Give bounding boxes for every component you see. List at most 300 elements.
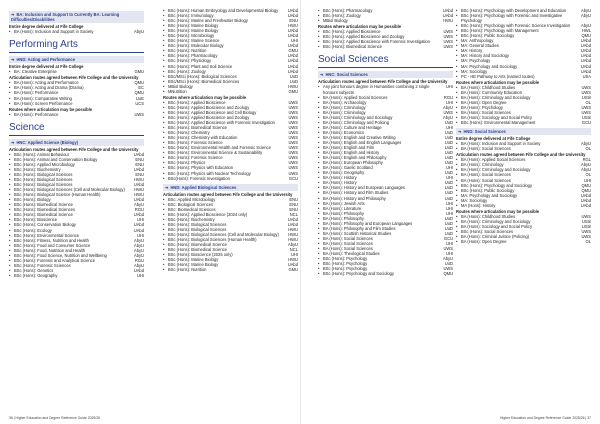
course-name: MA: Sociology xyxy=(461,197,488,203)
route-heading: Entire degree delivered at Fife College xyxy=(9,64,84,70)
bullet-icon: • xyxy=(163,226,165,232)
course-name: BSc (Hons): Zoology xyxy=(168,68,206,74)
university-code: UWS xyxy=(288,125,298,131)
bullet-icon: • xyxy=(318,256,320,262)
bullet-icon: • xyxy=(9,171,11,177)
university-code: NCL xyxy=(289,247,298,253)
university-code: UoD xyxy=(444,215,453,221)
route-heading: Routes where articulation may be possible xyxy=(318,24,402,30)
course-name: BA (Hons): Applied Social Sciences xyxy=(323,94,388,100)
bullet-icon: • xyxy=(318,104,320,110)
section-header-text: HND: Social Sciences xyxy=(463,129,506,135)
university-code: ENU xyxy=(289,206,298,212)
course-name: BSc (Hons): Immunology xyxy=(168,13,214,19)
university-code: AbyU xyxy=(133,237,144,243)
university-code: UoD xyxy=(444,190,453,196)
university-code: UHI xyxy=(445,99,453,105)
bullet-icon: • xyxy=(318,235,320,241)
university-code: UHI xyxy=(445,175,453,181)
bullet-icon: • xyxy=(456,182,458,188)
course-name: BSc (Hons): Social Sciences xyxy=(461,228,514,234)
course-item xyxy=(9,69,144,74)
university-code: HWU xyxy=(288,23,298,29)
section-header-text: HND: Acting and Performance xyxy=(16,57,75,63)
university-code: GMU xyxy=(134,69,144,75)
university-code: AbyU xyxy=(287,242,298,248)
bullet-icon: • xyxy=(456,38,458,44)
bullet-icon: • xyxy=(9,222,11,228)
course-name: BSc (Hons): Forensic Science xyxy=(168,140,223,146)
bullet-icon: • xyxy=(456,63,458,69)
course-item xyxy=(163,176,298,181)
course-name: BA (Hons): Open Degree xyxy=(461,99,507,105)
course-item xyxy=(9,101,144,106)
arrow-icon: ➔ xyxy=(11,139,15,145)
university-code: UHI xyxy=(583,177,591,183)
university-code: UWS xyxy=(581,228,591,234)
bullet-icon: • xyxy=(9,29,11,35)
bullet-icon: • xyxy=(9,166,11,172)
bullet-icon: • xyxy=(9,90,11,96)
university-code: QMU xyxy=(581,33,591,39)
university-code: QMU xyxy=(134,80,144,86)
bullet-icon: • xyxy=(163,68,165,74)
university-code: UoD xyxy=(444,160,453,166)
university-code: UWS xyxy=(288,114,298,120)
university-code: UAbd xyxy=(287,13,298,19)
course-item xyxy=(163,267,298,272)
course-name: BA (Hons): Acting and Performance xyxy=(14,80,79,86)
bullet-icon: • xyxy=(318,266,320,272)
university-code: ENU xyxy=(289,201,298,207)
university-code: UoD xyxy=(444,261,453,267)
bullet-icon: • xyxy=(318,271,320,277)
university-code: UWS xyxy=(288,104,298,110)
course-name: BA (Hons): Performance xyxy=(14,111,59,117)
bullet-icon: • xyxy=(318,185,320,191)
bullet-icon: • xyxy=(9,217,11,223)
course-name: BSc (Hons): Pharmacology xyxy=(323,8,373,13)
course-name: BA (Hons): Criminology and Sociology xyxy=(461,218,531,224)
course-name: BA (Hons): Criminology xyxy=(323,104,366,110)
bullet-icon: • xyxy=(456,8,458,13)
course-name: BSc (Hons): Applied Bioscience and Cell Biology xyxy=(168,109,257,115)
university-code: UHI xyxy=(290,252,298,258)
university-code: UAbd xyxy=(287,63,298,69)
arrow-icon: ➔ xyxy=(320,72,324,78)
bullet-icon: • xyxy=(163,88,165,94)
university-code: GMU xyxy=(288,267,298,273)
bullet-icon: • xyxy=(163,221,165,227)
university-code: QMU xyxy=(581,182,591,188)
course-name: BSc (Hons): Applied Bioscience and Zoology xyxy=(323,34,405,40)
university-code: UWS xyxy=(288,145,298,151)
university-code: UAbd xyxy=(580,43,591,49)
bullet-icon: • xyxy=(318,44,320,50)
bullet-icon: • xyxy=(456,228,458,234)
route-heading: Articulation routes agreed between Fife College and the University xyxy=(9,146,139,152)
course-name: MA: Sociology xyxy=(461,68,488,74)
bullet-icon: • xyxy=(456,162,458,168)
bullet-icon: • xyxy=(163,252,165,258)
course-name: BA (Hons): European Philosophy xyxy=(323,160,383,166)
university-code: UHI xyxy=(445,205,453,211)
course-name: BA (Hons): Culture and Heritage xyxy=(323,124,382,130)
university-code: UHI xyxy=(445,240,453,246)
course-name: BSc (Hons): Psychology xyxy=(323,261,368,267)
university-code: AbyU xyxy=(133,242,144,248)
course-name: BSc (Hons): Biological Sciences xyxy=(14,171,73,177)
course-name: BSc (Hons): Environmental Science & Sustainability xyxy=(168,150,263,156)
university-code: UStir xyxy=(581,94,591,100)
university-code: UoD xyxy=(444,129,453,135)
bullet-icon: • xyxy=(318,230,320,236)
course-name: BSc (Hons): Food and Consumer Science xyxy=(14,242,91,248)
bullet-icon: • xyxy=(9,247,11,253)
bullet-icon: • xyxy=(318,34,320,40)
course-name: BSc (Hons): Biochemistry xyxy=(14,166,61,172)
course-name: BSc (Hons): Biomedical Science xyxy=(168,125,227,131)
bullet-icon: • xyxy=(456,104,458,110)
university-code: UoD xyxy=(444,195,453,201)
course-name: BA (Hons): English and Creative Writing xyxy=(323,134,396,140)
course-name: BSc (Hons): Plant and Soil Science xyxy=(168,63,233,69)
course-name: BSc (Hons): Genetics xyxy=(14,267,54,273)
bullet-icon: • xyxy=(456,33,458,39)
bullet-icon: • xyxy=(456,53,458,59)
bullet-icon: • xyxy=(456,114,458,120)
course-name: BSc (Hons): Applied Bioscience (2024 only) xyxy=(168,211,248,217)
university-code: GCU xyxy=(443,235,453,241)
bullet-icon: • xyxy=(318,210,320,216)
course-name: BSc (Hons): Psychology with Management xyxy=(461,28,539,34)
course-name: BSc (Hons): Physics with Nuclear Technology xyxy=(168,170,251,176)
bullet-icon: • xyxy=(456,120,458,126)
bullet-icon: • xyxy=(163,150,165,156)
bullet-icon: • xyxy=(456,187,458,193)
bullet-icon: • xyxy=(318,150,320,156)
bullet-icon: • xyxy=(318,119,320,125)
university-code: AbyU xyxy=(442,104,453,110)
university-code: UAbd xyxy=(287,216,298,222)
bullet-icon: • xyxy=(456,68,458,74)
course-name: BSc (Hons): Physics xyxy=(168,160,206,166)
university-code: AbyU xyxy=(580,141,591,147)
course-name: BSc (Hons): Environmental Health and Forensic Science xyxy=(168,145,271,151)
course-name: BSc (Hons): Animal and Conservation Biology xyxy=(14,156,98,162)
course-name: BSc (Hons): Environmental Management xyxy=(461,120,536,126)
course-name: BSc (Hons): Conservation Biology xyxy=(14,222,76,228)
university-code: AbyU xyxy=(133,252,144,258)
bullet-icon: • xyxy=(318,200,320,206)
course-name: MA: Anthropology xyxy=(461,38,494,44)
course-name: BSc (Hons): Environmental Science xyxy=(14,232,80,238)
bullet-icon: • xyxy=(9,156,11,162)
course-name: BA (Hons): Geography xyxy=(323,170,365,176)
university-code: AbyU xyxy=(580,23,591,29)
university-code: UWS xyxy=(288,109,298,115)
course-item xyxy=(456,13,591,23)
bullet-icon: • xyxy=(163,201,165,207)
bullet-icon: • xyxy=(318,8,320,13)
course-name: BA: Creative Enterprise xyxy=(14,69,57,75)
university-code: UWS xyxy=(581,89,591,95)
course-name: BSc (Hons): Applied Microbiology xyxy=(14,161,75,167)
university-code: UHI xyxy=(136,272,144,278)
bullet-icon: • xyxy=(163,196,165,202)
bullet-icon: • xyxy=(9,192,11,198)
bullet-icon: • xyxy=(9,161,11,167)
course-name: BA (Hons): Social Sciences xyxy=(323,240,373,246)
course-name: BSc (Hons): Human Embryology and Developmental Biology xyxy=(168,8,279,13)
course-name: BSc (Hons): Bioscience xyxy=(14,217,58,223)
course-item xyxy=(318,18,453,23)
bullet-icon: • xyxy=(318,251,320,257)
university-code: UWS xyxy=(443,109,453,115)
bullet-icon: • xyxy=(9,212,11,218)
university-code: UHI xyxy=(136,217,144,223)
university-code: UWS xyxy=(443,29,453,35)
course-name: BA (Hons): Jewish Arts xyxy=(323,200,365,206)
course-name: BSc (Hons): Psychology xyxy=(323,266,368,272)
bullet-icon: • xyxy=(163,104,165,110)
bullet-icon: • xyxy=(9,267,11,273)
university-code: UWS xyxy=(443,245,453,251)
bullet-icon: • xyxy=(318,124,320,130)
university-code: HWU xyxy=(288,257,298,263)
university-code: AbyU xyxy=(580,13,591,19)
course-name: BSc (Hons): Biomedical Science xyxy=(14,202,73,208)
university-code: UAbd xyxy=(580,68,591,74)
university-code: UAbd xyxy=(287,68,298,74)
university-code: AbyU xyxy=(442,256,453,262)
course-name: BA (Hons): Scottish Historical Studies xyxy=(323,230,392,236)
bullet-icon: • xyxy=(163,18,165,24)
bullet-icon: • xyxy=(9,187,11,193)
university-code: OL xyxy=(585,99,591,105)
course-name: BA (Hons): Social Sciences xyxy=(323,245,373,251)
bullet-icon: • xyxy=(163,28,165,34)
course-item xyxy=(456,146,591,151)
course-name: BSc (Hons): Psychology and Sociology xyxy=(323,271,394,277)
course-name: BA (Hons): Economics xyxy=(323,129,364,135)
course-name: BA (Hons): Philosophy xyxy=(323,210,364,216)
university-code: UoD xyxy=(289,78,298,84)
bullet-icon: • xyxy=(9,262,11,268)
route-heading: Articulation routes agreed between Fife College and the University xyxy=(456,152,586,158)
university-code: OL xyxy=(585,239,591,245)
course-name: BA (Hons): Comparative Writing xyxy=(14,95,72,101)
bullet-icon: • xyxy=(163,145,165,151)
bullet-icon: • xyxy=(456,141,458,147)
column-1 xyxy=(9,8,144,278)
course-name: BSc (Hons): Biomedical Science xyxy=(168,247,227,253)
course-name: BA (Hons): History and European Languages xyxy=(323,185,405,191)
university-code: UAbd xyxy=(133,166,144,172)
university-code: UHI xyxy=(445,165,453,171)
course-name: BSc (Hons): Pharmacology xyxy=(168,53,218,59)
university-code: UWS xyxy=(288,140,298,146)
bullet-icon: • xyxy=(9,252,11,258)
bullet-icon: • xyxy=(318,155,320,161)
column-4 xyxy=(456,8,591,244)
bullet-icon: • xyxy=(456,94,458,100)
university-code: RGU xyxy=(443,94,453,100)
bullet-icon: • xyxy=(318,165,320,171)
university-code: AbyU xyxy=(580,8,591,13)
university-code: UStir xyxy=(581,223,591,229)
bullet-icon: • xyxy=(456,192,458,198)
bullet-icon: • xyxy=(456,218,458,224)
course-name: BSc (Hons): Biological Sciences xyxy=(168,221,227,227)
bullet-icon: • xyxy=(163,170,165,176)
course-name: Any joint honours degree in Humanities combining 2 single honours subjects xyxy=(323,84,430,95)
course-name: BSc (Hons): Chemistry xyxy=(168,130,210,136)
bullet-icon: • xyxy=(163,63,165,69)
bullet-icon: • xyxy=(163,232,165,238)
university-code: UWS xyxy=(288,120,298,126)
course-name: BSc (Hons): Marine Biology xyxy=(168,257,219,263)
university-code: UAbd xyxy=(442,13,453,19)
course-name: MA (Hons): History xyxy=(461,202,496,208)
course-name: BSc (Hons): Fitness, Nutrition and Health xyxy=(14,237,89,243)
bullet-icon: • xyxy=(318,160,320,166)
university-code: UAbd xyxy=(580,192,591,198)
bullet-icon: • xyxy=(9,85,11,91)
course-name: BSc (Hons): Applied Bioscience with Forensic Investigation xyxy=(323,39,430,45)
university-code: UoD xyxy=(289,73,298,79)
university-code: GMU xyxy=(288,88,298,94)
university-code: AbyU xyxy=(133,247,144,253)
bullet-icon: • xyxy=(163,99,165,105)
bullet-icon: • xyxy=(318,175,320,181)
bullet-icon: • xyxy=(163,237,165,243)
bullet-icon: • xyxy=(456,84,458,90)
university-code: UAbd xyxy=(580,63,591,69)
course-name: BA (Hons): Community Education xyxy=(461,89,522,95)
course-name: BSc (Hons): Applied Bioscience xyxy=(323,29,381,35)
subject-title: Performing Arts xyxy=(9,38,144,53)
bullet-icon: • xyxy=(318,29,320,35)
bullet-icon: • xyxy=(163,211,165,217)
bullet-icon: • xyxy=(163,73,165,79)
course-name: BSc (Hons): Physiology xyxy=(168,58,212,64)
course-name: BSc (Hons): Psychology and Sociology xyxy=(461,182,532,188)
bullet-icon: • xyxy=(9,242,11,248)
bullet-icon: • xyxy=(318,220,320,226)
university-code: GMU xyxy=(288,48,298,54)
course-name: BSc (Hons): Biomedical Sciences xyxy=(14,207,75,213)
university-code: USA xyxy=(582,73,591,79)
bullet-icon: • xyxy=(9,80,11,86)
course-name: BSc (Hons): Biochemistry xyxy=(168,216,215,222)
page-divider xyxy=(300,0,301,424)
university-code: AbyU xyxy=(133,202,144,208)
university-code: UHI xyxy=(445,210,453,216)
route-heading: Routes where articulation may be possible xyxy=(456,208,540,214)
section-header xyxy=(9,56,144,63)
column-3 xyxy=(318,8,453,276)
course-name: BA (Hons): Acting and Drama (Drama) xyxy=(14,85,84,91)
course-name: MA: Psychology and Sociology xyxy=(461,192,518,198)
bullet-icon: • xyxy=(163,155,165,161)
university-code: UAbd xyxy=(287,58,298,64)
university-code: AbyU xyxy=(442,114,453,120)
bullet-icon: • xyxy=(318,145,320,151)
course-name: BSc (Hons): Marine Biology xyxy=(168,262,219,268)
bullet-icon: • xyxy=(456,197,458,203)
bullet-icon: • xyxy=(318,261,320,267)
university-code: QMU xyxy=(443,271,453,277)
university-code: UAbd xyxy=(287,262,298,268)
university-code: UWS xyxy=(134,111,144,117)
bullet-icon: • xyxy=(9,177,11,183)
university-code: UoD xyxy=(444,145,453,151)
course-name: BA (Hons): Social Sciences xyxy=(461,109,511,115)
university-code: UAbd xyxy=(287,33,298,39)
bullet-icon: • xyxy=(456,58,458,64)
course-name: BA (Hons): English and English Languages xyxy=(323,139,402,145)
university-code: UWS xyxy=(581,104,591,110)
university-code: UoE xyxy=(136,95,144,101)
bullet-icon: • xyxy=(456,234,458,240)
arrow-icon: ➔ xyxy=(458,129,462,135)
university-code: OL xyxy=(585,146,591,152)
course-name: BA (Hons): Social Sciences xyxy=(461,172,511,178)
course-name: BSc (Hons): Applied Bioscience and Zoology xyxy=(168,104,250,110)
bullet-icon: • xyxy=(318,18,320,24)
course-name: BSc (Hons): Psychology with Development and Education xyxy=(461,8,567,13)
route-heading: Routes where articulation may be possible xyxy=(456,79,540,85)
course-name: BSc (Hons): Animal Behaviour xyxy=(14,151,70,157)
course-name: BSc (Hons): Microbiology xyxy=(168,33,215,39)
bullet-icon: • xyxy=(456,13,458,19)
university-code: HWU xyxy=(134,187,144,193)
course-name: BSc (Hons): Biological Sciences xyxy=(14,182,73,188)
bullet-icon: • xyxy=(9,197,11,203)
footer-right: Higher Education and Degree Reference Guide 2025/26 | 37 xyxy=(500,416,591,420)
route-heading: Articulation routes agreed between Fife College and the University xyxy=(9,75,139,81)
bullet-icon: • xyxy=(163,206,165,212)
university-code: EC xyxy=(138,85,144,91)
course-name: BA (Hons): Social Sciences xyxy=(461,146,511,152)
bullet-icon: • xyxy=(318,245,320,251)
university-code: AbyU xyxy=(133,262,144,268)
bullet-icon: • xyxy=(163,257,165,263)
course-item xyxy=(456,239,591,244)
course-item xyxy=(9,273,144,278)
university-code: UHI xyxy=(290,38,298,44)
course-item xyxy=(318,271,453,276)
bullet-icon: • xyxy=(318,195,320,201)
university-code: UoD xyxy=(444,220,453,226)
university-code: UWS xyxy=(288,99,298,105)
university-code: UWS xyxy=(443,266,453,272)
university-code: UWS xyxy=(288,160,298,166)
university-code: HWU xyxy=(443,18,453,24)
course-name: BA (Hons): Theological Studies xyxy=(323,251,380,257)
university-code: UAbd xyxy=(287,53,298,59)
section-header-text: BA: Inclusion and Support to Currently BA: Learning Difficulties/Disabilities xyxy=(11,12,120,23)
bullet-icon: • xyxy=(456,157,458,163)
course-name: BA (Hons): Philosophy xyxy=(323,215,364,221)
course-name: BA (Hons): History xyxy=(323,175,357,181)
university-code: UoD xyxy=(444,134,453,140)
course-name: BA (Hons): Inclusion and Support in Society xyxy=(14,29,94,35)
footer-left: 36 | Higher Education and Degree Reference Guide 2025/26 xyxy=(9,416,100,420)
bullet-icon: • xyxy=(163,140,165,146)
university-code: UStir xyxy=(581,218,591,224)
